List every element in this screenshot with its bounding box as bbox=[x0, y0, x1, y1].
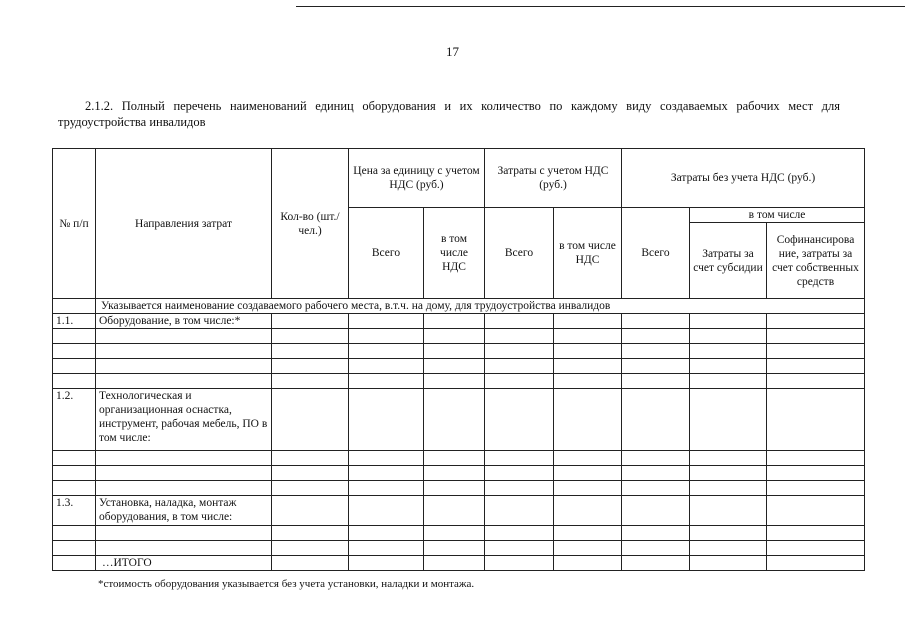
header-including: в том числе bbox=[690, 208, 865, 223]
header-num: № п/п bbox=[53, 149, 96, 299]
header-without-vat-total: Всего bbox=[622, 208, 690, 299]
row-label: Технологическая и организационная оснастка, инструмент, рабочая мебель, ПО в том числе: bbox=[96, 389, 272, 451]
header-with-vat-total: Всего bbox=[485, 208, 554, 299]
row-label: Установка, наладка, монтаж оборудования, в том числе: bbox=[96, 496, 272, 526]
row-num: 1.3. bbox=[53, 496, 96, 526]
row-num: 1.1. bbox=[53, 314, 96, 329]
header-subsidy: Затраты за счет субсидии bbox=[690, 223, 767, 299]
header-direction: Направления затрат bbox=[96, 149, 272, 299]
header-with-vat-group: Затраты с учетом НДС (руб.) bbox=[485, 149, 622, 208]
equipment-cost-table bbox=[52, 148, 865, 571]
top-rule bbox=[296, 6, 905, 7]
header-without-vat-group: Затраты без учета НДС (руб.) bbox=[622, 149, 865, 208]
intro-paragraph: 2.1.2. Полный перечень наименований единиц оборудования и их количество по каждому виду создаваемых рабочих мест для трудоустройства инвалидов bbox=[58, 99, 840, 129]
header-with-vat-vat: в том числе НДС bbox=[554, 208, 622, 299]
header-cofinancing: Софинансирова ние, затраты за счет собственных средств bbox=[767, 223, 865, 299]
row-label: Оборудование, в том числе:* bbox=[96, 314, 272, 329]
total-label: …ИТОГО bbox=[96, 556, 272, 571]
header-price-vat: в том числе НДС bbox=[424, 208, 485, 299]
header-qty: Кол-во (шт./чел.) bbox=[272, 149, 349, 299]
header-price-group: Цена за единицу с учетом НДС (руб.) bbox=[349, 149, 485, 208]
header-price-total: Всего bbox=[349, 208, 424, 299]
section-title: Указывается наименование создаваемого рабочего места, в.т.ч. на дому, для трудоустройства инвалидов bbox=[96, 299, 865, 314]
row-num: 1.2. bbox=[53, 389, 96, 451]
page-number: 17 bbox=[446, 44, 459, 59]
footnote: *стоимость оборудования указывается без учета установки, наладки и монтажа. bbox=[98, 578, 475, 590]
section-title-num-cell bbox=[53, 299, 96, 314]
